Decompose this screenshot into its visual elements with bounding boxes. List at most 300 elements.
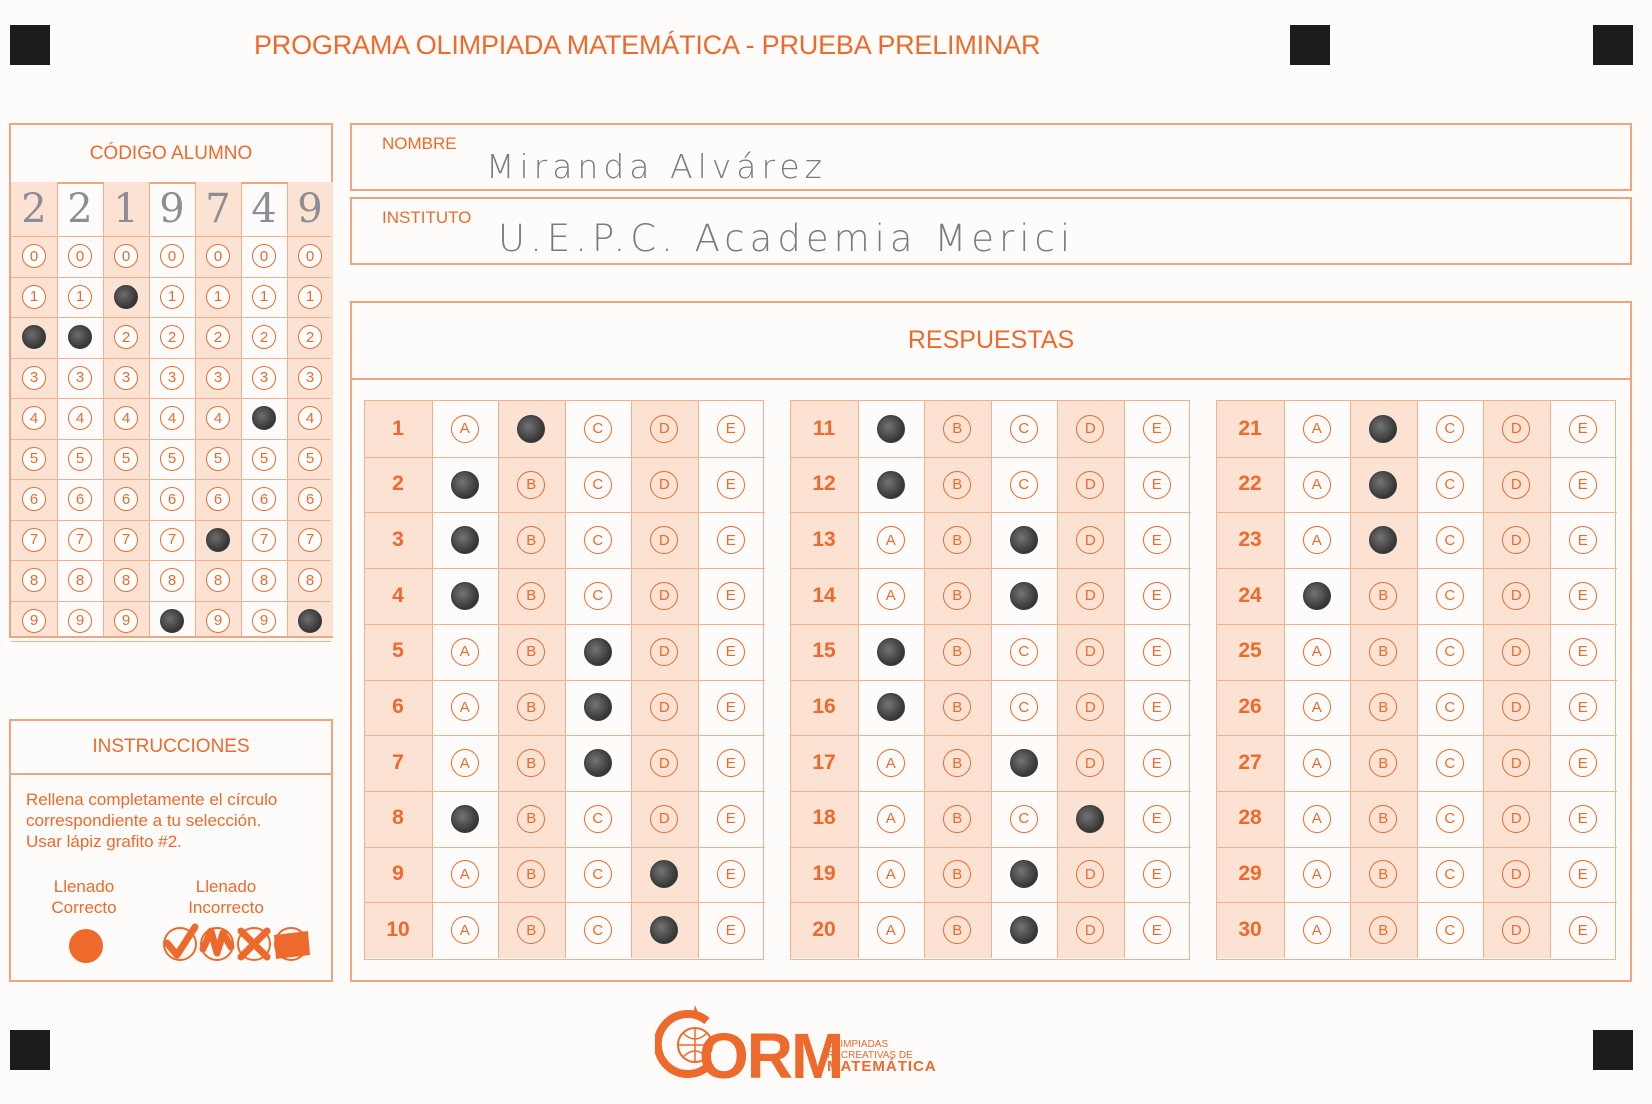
question-number: 11 — [812, 416, 836, 440]
answer-bubble-30-b[interactable]: B — [1369, 916, 1397, 944]
code-bubble-5-3[interactable]: 3 — [252, 366, 276, 390]
code-column — [149, 182, 195, 636]
code-bubble-5-2[interactable]: 2 — [252, 325, 276, 349]
question-number: 22 — [1238, 472, 1262, 496]
answer-bubble-14-c[interactable] — [1010, 582, 1038, 610]
answer-bubble-11-a[interactable] — [877, 415, 905, 443]
answers-heading: RESPUESTAS — [352, 303, 1630, 380]
code-bubble-0-1[interactable]: 1 — [22, 285, 46, 309]
grid-divider — [149, 182, 150, 636]
code-bubble-6-5[interactable]: 5 — [298, 447, 322, 471]
question-number: 17 — [812, 750, 836, 774]
answer-bubble-7-b[interactable]: B — [517, 749, 545, 777]
answer-bubble-5-b[interactable]: B — [517, 638, 545, 666]
answer-bubble-17-a[interactable]: A — [877, 749, 905, 777]
grid-divider — [11, 479, 331, 480]
code-bubble-4-1[interactable]: 1 — [206, 285, 230, 309]
code-bubble-1-0[interactable]: 0 — [68, 244, 92, 268]
answer-bubble-6-e[interactable]: E — [717, 693, 745, 721]
answer-bubble-8-b[interactable]: B — [517, 805, 545, 833]
question-number: 25 — [1238, 639, 1262, 663]
question-number: 23 — [1238, 527, 1262, 551]
code-bubble-2-9[interactable]: 9 — [114, 609, 138, 633]
code-bubble-3-7[interactable]: 7 — [160, 528, 184, 552]
question-number: 2 — [392, 472, 404, 496]
grid-divider — [11, 439, 331, 440]
grid-divider — [11, 641, 331, 642]
answer-bubble-1-c[interactable]: C — [584, 415, 612, 443]
code-bubble-1-1[interactable]: 1 — [68, 285, 92, 309]
answer-bubble-10-c[interactable]: C — [584, 916, 612, 944]
answer-bubble-21-c[interactable]: C — [1436, 415, 1464, 443]
institute-field[interactable] — [350, 197, 1632, 265]
question-number: 9 — [392, 862, 404, 886]
code-bubble-6-9[interactable] — [298, 609, 322, 633]
grid-divider — [11, 520, 331, 521]
answer-bubble-1-e[interactable]: E — [717, 415, 745, 443]
registration-mark-top-mid — [1290, 25, 1330, 65]
code-handwritten-digit: 1 — [113, 186, 139, 232]
code-bubble-4-3[interactable]: 3 — [206, 366, 230, 390]
answer-bubble-2-e[interactable]: E — [717, 471, 745, 499]
answer-bubble-19-b[interactable]: B — [943, 860, 971, 888]
grid-divider — [11, 560, 331, 561]
grid-divider — [11, 358, 331, 359]
answer-bubble-4-c[interactable]: C — [584, 582, 612, 610]
grid-divider — [11, 398, 331, 399]
question-number: 28 — [1238, 806, 1262, 830]
answer-block — [1216, 400, 1616, 960]
code-bubble-3-8[interactable]: 8 — [160, 568, 184, 592]
code-bubble-5-7[interactable]: 7 — [252, 528, 276, 552]
registration-mark-bottom-left — [10, 1030, 50, 1070]
code-bubble-3-4[interactable]: 4 — [160, 406, 184, 430]
instructions-line: Usar lápiz grafito #2. — [26, 832, 182, 851]
answer-bubble-22-b[interactable] — [1369, 471, 1397, 499]
answer-bubble-21-d[interactable]: D — [1502, 415, 1530, 443]
answer-bubble-3-b[interactable]: B — [517, 526, 545, 554]
question-number: 14 — [812, 583, 836, 607]
answer-bubble-4-e[interactable]: E — [717, 582, 745, 610]
code-bubble-4-0[interactable]: 0 — [206, 244, 230, 268]
answer-bubble-28-a[interactable]: A — [1303, 805, 1331, 833]
answer-bubble-3-a[interactable] — [451, 526, 479, 554]
answer-bubble-26-c[interactable]: C — [1436, 693, 1464, 721]
code-bubble-2-1[interactable] — [114, 285, 138, 309]
answer-bubble-22-a[interactable]: A — [1303, 471, 1331, 499]
answer-bubble-1-a[interactable]: A — [451, 415, 479, 443]
answer-bubble-14-e[interactable]: E — [1143, 582, 1171, 610]
grid-divider — [103, 182, 104, 636]
answer-bubble-2-b[interactable]: B — [517, 471, 545, 499]
answer-bubble-20-c[interactable] — [1010, 916, 1038, 944]
registration-mark-top-left — [10, 25, 50, 65]
code-bubble-0-7[interactable]: 7 — [22, 528, 46, 552]
code-bubble-6-1[interactable]: 1 — [298, 285, 322, 309]
code-bubble-2-2[interactable]: 2 — [114, 325, 138, 349]
answer-bubble-14-a[interactable]: A — [877, 582, 905, 610]
code-bubble-1-5[interactable]: 5 — [68, 447, 92, 471]
code-handwritten-digit: 7 — [205, 186, 231, 232]
grid-divider — [11, 317, 331, 318]
answer-bubble-8-c[interactable]: C — [584, 805, 612, 833]
answer-bubble-27-e[interactable]: E — [1569, 749, 1597, 777]
name-field[interactable] — [350, 123, 1632, 191]
answer-bubble-9-b[interactable]: B — [517, 860, 545, 888]
question-number: 8 — [392, 806, 404, 830]
name-label: NOMBRE — [382, 134, 457, 153]
answer-bubble-30-c[interactable]: C — [1436, 916, 1464, 944]
answer-bubble-8-a[interactable] — [451, 805, 479, 833]
code-bubble-0-4[interactable]: 4 — [22, 406, 46, 430]
code-bubble-0-2[interactable] — [22, 325, 46, 349]
answer-bubble-5-c[interactable] — [584, 638, 612, 666]
code-bubble-5-0[interactable]: 0 — [252, 244, 276, 268]
answer-bubble-26-a[interactable]: A — [1303, 693, 1331, 721]
code-bubble-1-3[interactable]: 3 — [68, 366, 92, 390]
answer-bubble-23-c[interactable]: C — [1436, 526, 1464, 554]
registration-mark-top-right — [1593, 25, 1633, 65]
answer-bubble-9-a[interactable]: A — [451, 860, 479, 888]
grid-divider — [57, 182, 58, 636]
answer-bubble-27-c[interactable]: C — [1436, 749, 1464, 777]
code-bubble-2-7[interactable]: 7 — [114, 528, 138, 552]
answer-bubble-7-a[interactable]: A — [451, 749, 479, 777]
code-bubble-4-6[interactable]: 6 — [206, 487, 230, 511]
answer-bubble-28-e[interactable]: E — [1569, 805, 1597, 833]
code-bubble-0-0[interactable]: 0 — [22, 244, 46, 268]
answer-bubble-16-a[interactable] — [877, 693, 905, 721]
answer-bubble-15-e[interactable]: E — [1143, 638, 1171, 666]
answer-bubble-24-c[interactable]: C — [1436, 582, 1464, 610]
answer-bubble-6-d[interactable]: D — [650, 693, 678, 721]
answer-block — [364, 400, 764, 960]
answer-bubble-12-b[interactable]: B — [943, 471, 971, 499]
code-bubble-2-0[interactable]: 0 — [114, 244, 138, 268]
correct-fill-label: Llenado Correcto — [51, 877, 117, 917]
question-number: 5 — [392, 639, 404, 663]
grid-divider — [287, 182, 288, 636]
answer-bubble-6-c[interactable] — [584, 693, 612, 721]
question-number: 13 — [812, 527, 836, 551]
answer-bubble-29-d[interactable]: D — [1502, 860, 1530, 888]
instructions-line: correspondiente a tu selección. — [26, 811, 262, 830]
answer-bubble-25-b[interactable]: B — [1369, 638, 1397, 666]
code-handwritten-digit: 4 — [251, 186, 277, 232]
answer-bubble-25-e[interactable]: E — [1569, 638, 1597, 666]
answer-bubble-6-a[interactable]: A — [451, 693, 479, 721]
answer-bubble-25-a[interactable]: A — [1303, 638, 1331, 666]
answer-bubble-18-c[interactable]: C — [1010, 805, 1038, 833]
question-number: 24 — [1238, 583, 1262, 607]
answer-bubble-21-b[interactable] — [1369, 415, 1397, 443]
answer-bubble-1-b[interactable] — [517, 415, 545, 443]
answer-bubble-14-b[interactable]: B — [943, 582, 971, 610]
code-bubble-6-3[interactable]: 3 — [298, 366, 322, 390]
answer-bubble-13-c[interactable] — [1010, 526, 1038, 554]
answer-bubble-13-e[interactable]: E — [1143, 526, 1171, 554]
question-number: 30 — [1238, 917, 1262, 941]
code-bubble-5-8[interactable]: 8 — [252, 568, 276, 592]
code-bubble-3-3[interactable]: 3 — [160, 366, 184, 390]
answer-bubble-16-c[interactable]: C — [1010, 693, 1038, 721]
incorrect-fill-label: Llenado Incorrecto — [188, 877, 264, 917]
answer-bubble-10-b[interactable]: B — [517, 916, 545, 944]
code-bubble-0-3[interactable]: 3 — [22, 366, 46, 390]
code-bubble-6-7[interactable]: 7 — [298, 528, 322, 552]
code-bubble-2-5[interactable]: 5 — [114, 447, 138, 471]
answer-bubble-25-d[interactable]: D — [1502, 638, 1530, 666]
answer-bubble-23-d[interactable]: D — [1502, 526, 1530, 554]
answer-bubble-3-c[interactable]: C — [584, 526, 612, 554]
answer-bubble-19-e[interactable]: E — [1143, 860, 1171, 888]
code-column — [241, 182, 287, 636]
answer-bubble-16-e[interactable]: E — [1143, 693, 1171, 721]
student-code-heading: CÓDIGO ALUMNO — [11, 125, 331, 184]
code-column — [11, 182, 57, 636]
answer-bubble-26-b[interactable]: B — [1369, 693, 1397, 721]
answer-bubble-11-d[interactable]: D — [1076, 415, 1104, 443]
answer-bubble-21-e[interactable]: E — [1569, 415, 1597, 443]
instructions-text — [26, 789, 321, 852]
code-bubble-5-5[interactable]: 5 — [252, 447, 276, 471]
answer-bubble-3-d[interactable]: D — [650, 526, 678, 554]
answer-bubble-4-a[interactable] — [451, 582, 479, 610]
code-bubble-4-5[interactable]: 5 — [206, 447, 230, 471]
answer-bubble-19-a[interactable]: A — [877, 860, 905, 888]
question-number: 3 — [392, 527, 404, 551]
answer-bubble-23-e[interactable]: E — [1569, 526, 1597, 554]
code-bubble-6-6[interactable]: 6 — [298, 487, 322, 511]
code-bubble-3-0[interactable]: 0 — [160, 244, 184, 268]
code-bubble-2-4[interactable]: 4 — [114, 406, 138, 430]
code-bubble-1-7[interactable]: 7 — [68, 528, 92, 552]
question-number: 12 — [812, 472, 836, 496]
sheet-title: PROGRAMA OLIMPIADA MATEMÁTICA - PRUEBA PRELIMINAR — [254, 30, 1041, 60]
registration-mark-bottom-right — [1593, 1030, 1633, 1070]
answer-bubble-7-e[interactable]: E — [717, 749, 745, 777]
answer-bubble-12-e[interactable]: E — [1143, 471, 1171, 499]
code-handwritten-digit: 9 — [297, 186, 323, 232]
answer-bubble-1-d[interactable]: D — [650, 415, 678, 443]
code-bubble-5-4[interactable] — [252, 406, 276, 430]
answer-bubble-27-a[interactable]: A — [1303, 749, 1331, 777]
code-bubble-6-4[interactable]: 4 — [298, 406, 322, 430]
code-column — [195, 182, 241, 636]
answer-bubble-24-b[interactable]: B — [1369, 582, 1397, 610]
answer-bubble-8-e[interactable]: E — [717, 805, 745, 833]
code-handwritten-digit: 2 — [21, 186, 47, 232]
question-number: 21 — [1238, 416, 1262, 440]
answer-bubble-17-c[interactable] — [1010, 749, 1038, 777]
answer-bubble-25-c[interactable]: C — [1436, 638, 1464, 666]
question-number: 27 — [1238, 750, 1262, 774]
answer-bubble-12-c[interactable]: C — [1010, 471, 1038, 499]
grid-divider — [11, 277, 331, 278]
answer-bubble-23-a[interactable]: A — [1303, 526, 1331, 554]
answer-bubble-17-e[interactable]: E — [1143, 749, 1171, 777]
answer-bubble-19-d[interactable]: D — [1076, 860, 1104, 888]
code-bubble-2-8[interactable]: 8 — [114, 568, 138, 592]
code-bubble-6-2[interactable]: 2 — [298, 325, 322, 349]
answer-bubble-7-d[interactable]: D — [650, 749, 678, 777]
question-number: 7 — [392, 750, 404, 774]
answer-bubble-15-d[interactable]: D — [1076, 638, 1104, 666]
answer-bubble-27-b[interactable]: B — [1369, 749, 1397, 777]
answer-bubble-13-b[interactable]: B — [943, 526, 971, 554]
question-number: 1 — [392, 416, 404, 440]
answer-bubble-15-c[interactable]: C — [1010, 638, 1038, 666]
logo-subtitle: OLIMPIADAS RECREATIVAS DE MATEMÁTICA — [827, 1039, 937, 1075]
answer-bubble-15-a[interactable] — [877, 638, 905, 666]
answer-bubble-21-a[interactable]: A — [1303, 415, 1331, 443]
answer-bubble-5-e[interactable]: E — [717, 638, 745, 666]
answer-bubble-29-c[interactable]: C — [1436, 860, 1464, 888]
answer-block — [790, 400, 1190, 960]
answer-bubble-28-c[interactable]: C — [1436, 805, 1464, 833]
answer-bubble-28-d[interactable]: D — [1502, 805, 1530, 833]
answer-bubble-7-c[interactable] — [584, 749, 612, 777]
code-bubble-3-6[interactable]: 6 — [160, 487, 184, 511]
answer-bubble-30-d[interactable]: D — [1502, 916, 1530, 944]
code-bubble-6-0[interactable]: 0 — [298, 244, 322, 268]
answer-bubble-18-a[interactable]: A — [877, 805, 905, 833]
answer-bubble-2-c[interactable]: C — [584, 471, 612, 499]
correct-fill-example-dot — [69, 929, 103, 963]
code-handwritten-digit: 2 — [67, 186, 93, 232]
instructions-panel — [9, 719, 333, 982]
code-handwritten-digit: 9 — [159, 186, 185, 232]
code-bubble-1-6[interactable]: 6 — [68, 487, 92, 511]
answer-bubble-6-b[interactable]: B — [517, 693, 545, 721]
question-number: 4 — [392, 583, 404, 607]
code-bubble-3-1[interactable]: 1 — [160, 285, 184, 309]
code-bubble-2-6[interactable]: 6 — [114, 487, 138, 511]
code-bubble-5-9[interactable]: 9 — [252, 609, 276, 633]
answer-bubble-20-d[interactable]: D — [1076, 916, 1104, 944]
answer-bubble-2-a[interactable] — [451, 471, 479, 499]
answer-bubble-10-a[interactable]: A — [451, 916, 479, 944]
answer-bubble-18-b[interactable]: B — [943, 805, 971, 833]
grid-divider — [195, 182, 196, 636]
answer-bubble-30-a[interactable]: A — [1303, 916, 1331, 944]
answer-bubble-22-c[interactable]: C — [1436, 471, 1464, 499]
answer-bubble-4-d[interactable]: D — [650, 582, 678, 610]
answer-bubble-24-a[interactable] — [1303, 582, 1331, 610]
answer-bubble-17-b[interactable]: B — [943, 749, 971, 777]
code-bubble-2-3[interactable]: 3 — [114, 366, 138, 390]
answer-bubble-13-a[interactable]: A — [877, 526, 905, 554]
answer-bubble-11-c[interactable]: C — [1010, 415, 1038, 443]
answer-bubble-29-e[interactable]: E — [1569, 860, 1597, 888]
code-bubble-4-2[interactable]: 2 — [206, 325, 230, 349]
answer-bubble-12-a[interactable] — [877, 471, 905, 499]
answer-bubble-9-e[interactable]: E — [717, 860, 745, 888]
code-bubble-1-4[interactable]: 4 — [68, 406, 92, 430]
name-value: Miranda Alvárez — [486, 147, 827, 186]
question-number: 6 — [392, 695, 404, 718]
code-bubble-3-5[interactable]: 5 — [160, 447, 184, 471]
answer-bubble-27-d[interactable]: D — [1502, 749, 1530, 777]
code-bubble-6-8[interactable]: 8 — [298, 568, 322, 592]
question-number: 29 — [1238, 862, 1262, 886]
answer-bubble-20-e[interactable]: E — [1143, 916, 1171, 944]
code-bubble-4-9[interactable]: 9 — [206, 609, 230, 633]
answer-bubble-15-b[interactable]: B — [943, 638, 971, 666]
code-column — [103, 182, 149, 636]
code-bubble-1-2[interactable] — [68, 325, 92, 349]
answer-bubble-14-d[interactable]: D — [1076, 582, 1104, 610]
code-bubble-5-6[interactable]: 6 — [252, 487, 276, 511]
code-bubble-4-8[interactable]: 8 — [206, 568, 230, 592]
answer-bubble-11-e[interactable]: E — [1143, 415, 1171, 443]
answer-bubble-16-d[interactable]: D — [1076, 693, 1104, 721]
code-column — [57, 182, 103, 636]
student-code-grid — [11, 182, 331, 636]
code-bubble-1-8[interactable]: 8 — [68, 568, 92, 592]
code-bubble-0-9[interactable]: 9 — [22, 609, 46, 633]
institute-value: U.E.P.C. Academia Merici — [498, 217, 1076, 260]
answer-bubble-16-b[interactable]: B — [943, 693, 971, 721]
answer-bubble-5-d[interactable]: D — [650, 638, 678, 666]
answer-bubble-24-e[interactable]: E — [1569, 582, 1597, 610]
answer-bubble-3-e[interactable]: E — [717, 526, 745, 554]
institute-label: INSTITUTO — [382, 208, 472, 227]
answer-bubble-19-c[interactable] — [1010, 860, 1038, 888]
code-column — [287, 182, 333, 636]
question-number: 18 — [812, 806, 836, 830]
answer-bubble-22-d[interactable]: D — [1502, 471, 1530, 499]
answer-bubble-12-d[interactable]: D — [1076, 471, 1104, 499]
answer-bubble-4-b[interactable]: B — [517, 582, 545, 610]
answer-bubble-20-a[interactable]: A — [877, 916, 905, 944]
answer-bubble-10-e[interactable]: E — [717, 916, 745, 944]
answer-bubble-11-b[interactable]: B — [943, 415, 971, 443]
answer-bubble-18-e[interactable]: E — [1143, 805, 1171, 833]
code-bubble-3-9[interactable] — [160, 609, 184, 633]
answer-bubble-8-d[interactable]: D — [650, 805, 678, 833]
answer-bubble-29-a[interactable]: A — [1303, 860, 1331, 888]
answer-bubble-26-e[interactable]: E — [1569, 693, 1597, 721]
code-bubble-0-5[interactable]: 5 — [22, 447, 46, 471]
answer-bubble-24-d[interactable]: D — [1502, 582, 1530, 610]
code-bubble-4-7[interactable] — [206, 528, 230, 552]
answer-bubble-9-c[interactable]: C — [584, 860, 612, 888]
answer-bubble-5-a[interactable]: A — [451, 638, 479, 666]
answer-bubble-13-d[interactable]: D — [1076, 526, 1104, 554]
answer-bubble-18-d[interactable] — [1076, 805, 1104, 833]
code-bubble-5-1[interactable]: 1 — [252, 285, 276, 309]
orm-logo — [655, 1001, 975, 1091]
question-number: 26 — [1238, 695, 1262, 718]
answer-bubble-29-b[interactable]: B — [1369, 860, 1397, 888]
code-bubble-1-9[interactable]: 9 — [68, 609, 92, 633]
student-code-panel — [9, 123, 333, 638]
answer-bubble-28-b[interactable]: B — [1369, 805, 1397, 833]
answer-bubble-20-b[interactable]: B — [943, 916, 971, 944]
answer-bubble-17-d[interactable]: D — [1076, 749, 1104, 777]
answer-bubble-30-e[interactable]: E — [1569, 916, 1597, 944]
answer-bubble-22-e[interactable]: E — [1569, 471, 1597, 499]
code-bubble-0-8[interactable]: 8 — [22, 568, 46, 592]
answer-bubble-26-d[interactable]: D — [1502, 693, 1530, 721]
code-bubble-4-4[interactable]: 4 — [206, 406, 230, 430]
code-bubble-0-6[interactable]: 6 — [22, 487, 46, 511]
answer-bubble-2-d[interactable]: D — [650, 471, 678, 499]
question-number: 20 — [812, 917, 836, 941]
grid-divider — [241, 182, 242, 636]
code-bubble-3-2[interactable]: 2 — [160, 325, 184, 349]
